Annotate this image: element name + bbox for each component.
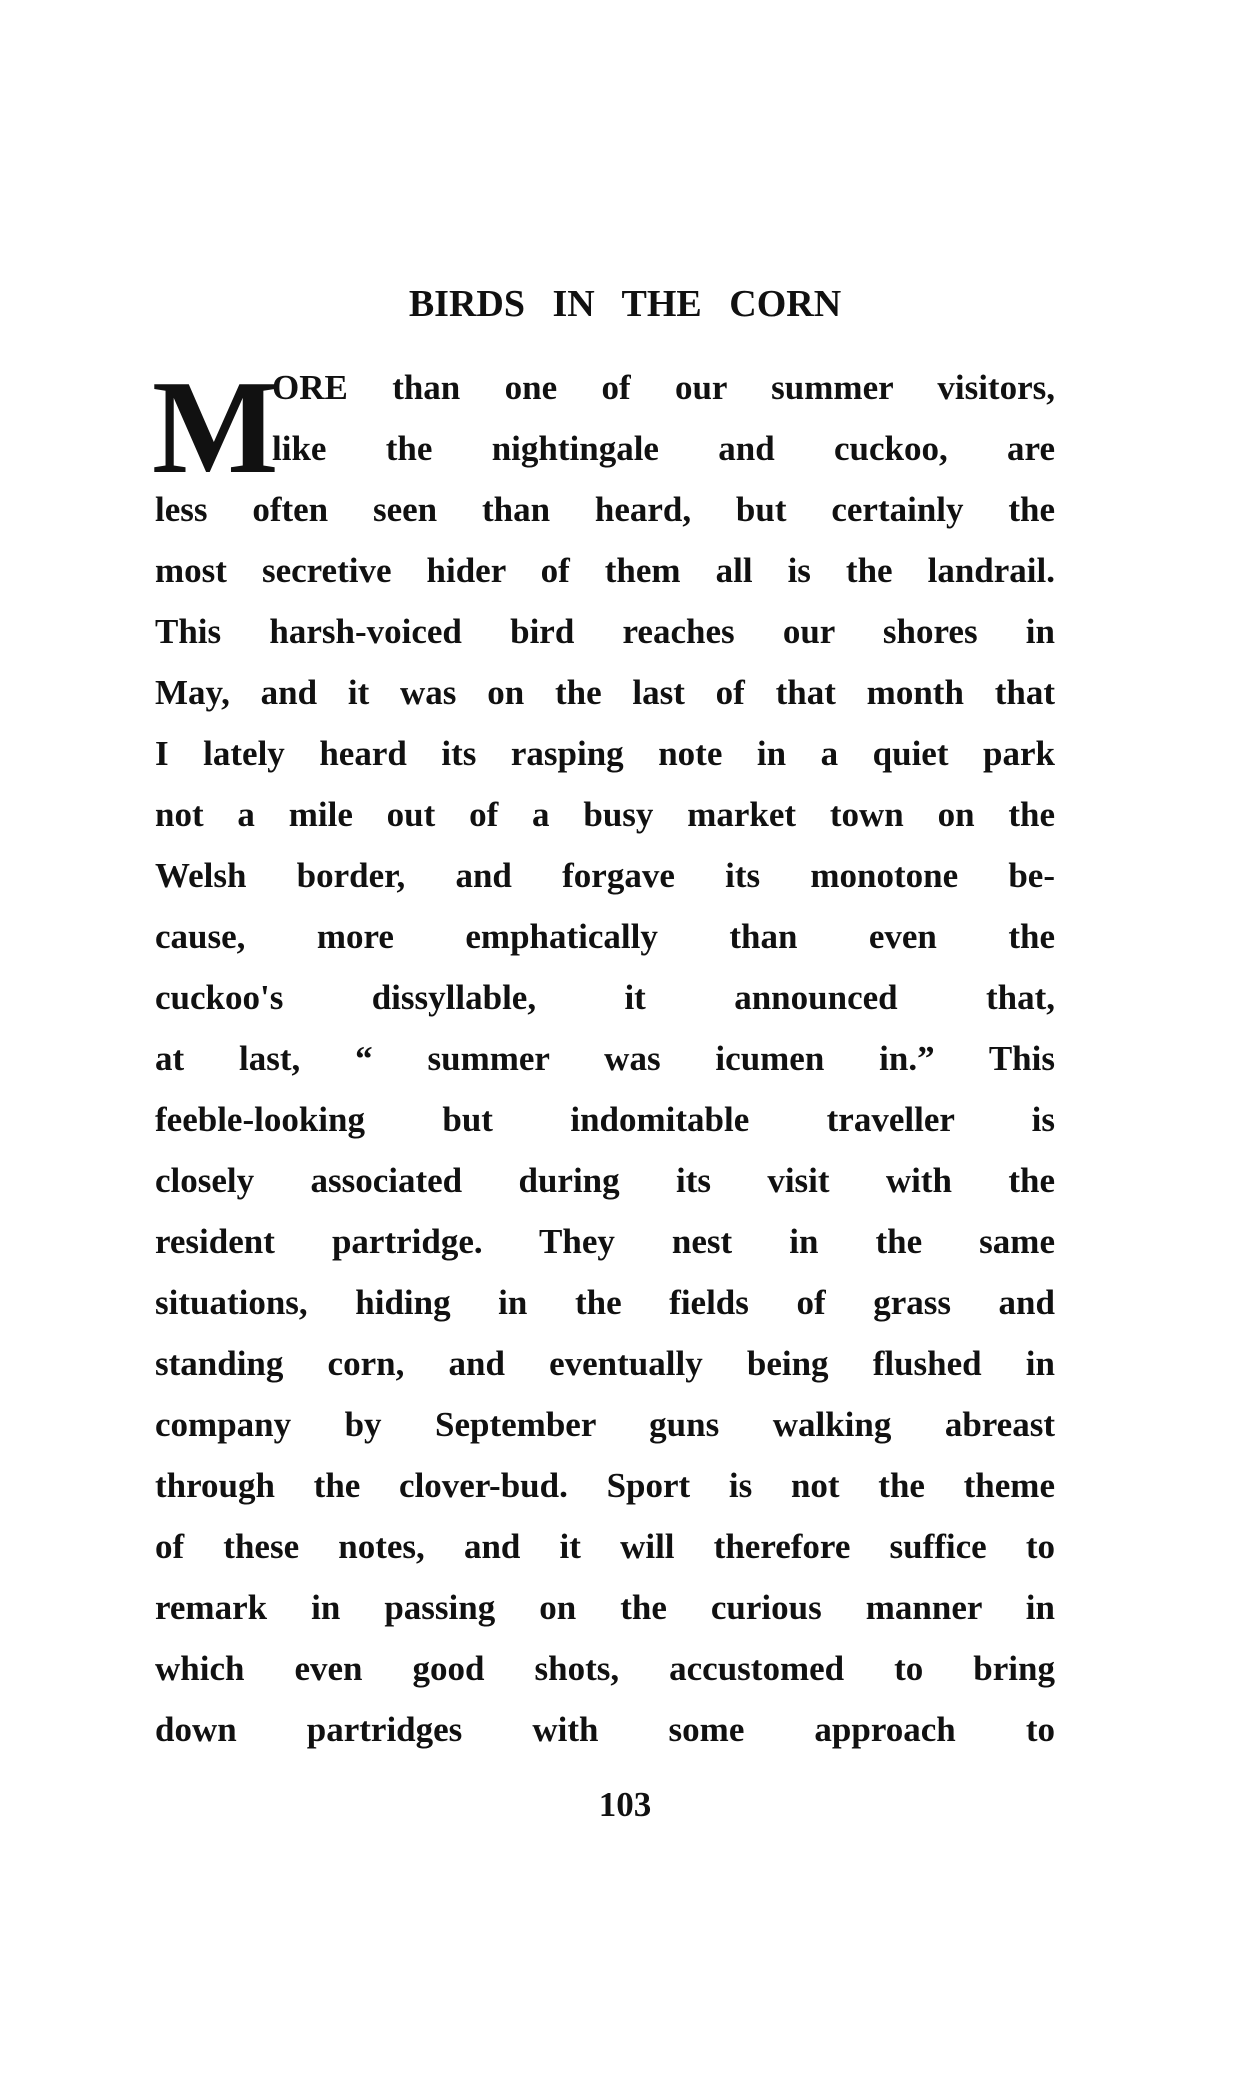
text-line: most secretive hider of them all is the landrail. [155, 551, 1055, 590]
text-line: Welsh border, and forgave its monotone be- [155, 856, 1055, 895]
text-line: company by September guns walking abreast [155, 1405, 1055, 1444]
text-line: ORE than one of our summer visitors, [272, 368, 1055, 407]
text-line: cuckoo's dissyllable, it announced that, [155, 978, 1055, 1017]
text-line: standing corn, and eventually being flushed in [155, 1344, 1055, 1383]
text-line: at last, “ summer was icumen in.” This [155, 1039, 1055, 1078]
text-line: like the nightingale and cuckoo, are [272, 429, 1055, 468]
text-line: I lately heard its rasping note in a quiet park [155, 734, 1055, 773]
text-line: resident partridge. They nest in the same [155, 1222, 1055, 1261]
text-line: not a mile out of a busy market town on the [155, 795, 1055, 834]
text-line: situations, hiding in the fields of grass and [155, 1283, 1055, 1322]
text-line: of these notes, and it will therefore suffice to [155, 1527, 1055, 1566]
text-line: which even good shots, accustomed to bring [155, 1649, 1055, 1688]
text-line: down partridges with some approach to [155, 1710, 1055, 1749]
text-line: cause, more emphatically than even the [155, 917, 1055, 956]
text-line: remark in passing on the curious manner in [155, 1588, 1055, 1627]
text-line: feeble-looking but indomitable traveller is [155, 1100, 1055, 1139]
text-line: through the clover-bud. Sport is not the theme [155, 1466, 1055, 1505]
text-line: closely associated during its visit with the [155, 1161, 1055, 1200]
chapter-title: BIRDS IN THE CORN [408, 283, 842, 325]
page-number: 103 [598, 1785, 652, 1824]
text-line: May, and it was on the last of that month that [155, 673, 1055, 712]
text-line: less often seen than heard, but certainly the [155, 490, 1055, 529]
text-line: This harsh-voiced bird reaches our shores in [155, 612, 1055, 651]
drop-cap: M [152, 353, 279, 501]
